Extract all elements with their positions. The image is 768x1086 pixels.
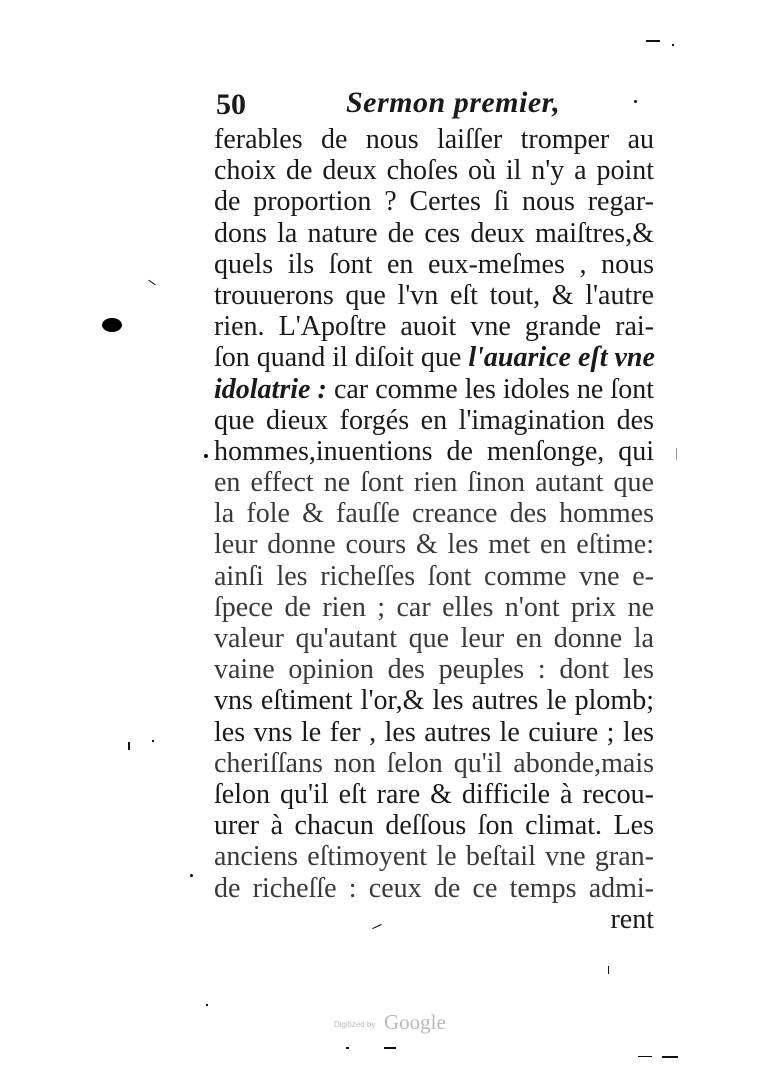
text-line-10: que dieux forgés en l'imagination des: [214, 404, 654, 436]
italic-quote-start: l'auarice eſt vne: [468, 342, 655, 374]
text-line-18: vaine opinion des peuples : dont les: [214, 654, 654, 686]
text-line-3: de proportion ? Certes ſi nous regar-: [214, 186, 654, 218]
text-line-11: hommes,inuentions de menſonge, qui: [214, 435, 654, 467]
scan-speck: [128, 742, 130, 750]
catchword: rent: [610, 903, 654, 935]
text-line-20: les vns le fer , les autres le cuiure ; les: [214, 716, 654, 748]
scan-speck: [608, 966, 609, 974]
text-line-8-roman: ſon quand il diſoit que: [214, 342, 462, 374]
text-line-5: quels ils ſont en eux-meſmes , nous: [214, 248, 654, 280]
scan-speck: [346, 1047, 349, 1049]
digitized-by-google-watermark: [334, 1010, 474, 1038]
scan-speck: [206, 1004, 208, 1006]
google-logo: Google: [384, 1010, 446, 1034]
text-line-9: [214, 374, 654, 405]
scan-speck: [662, 1056, 678, 1058]
scan-speck: [190, 874, 193, 877]
text-line-14: leur donne cours & les met en eſtime:: [214, 529, 654, 561]
page-number: 50: [216, 88, 246, 121]
scan-speck: [634, 100, 637, 103]
scan-speck: [672, 44, 674, 46]
scan-speck: [204, 454, 208, 458]
scan-speck: [676, 448, 677, 460]
text-line-6: trouuerons que l'vn eſt tout, & l'autre: [214, 279, 654, 311]
scan-speck: [152, 740, 154, 742]
scan-speck: [148, 280, 155, 285]
text-line-17: valeur qu'autant que leur en donne la: [214, 623, 654, 654]
text-line-22: ſelon qu'il eſt rare & difficile à recou-: [214, 778, 654, 810]
italic-quote-end: idolatrie :: [214, 373, 327, 405]
text-line-9-roman: car comme les idoles ne ſont: [333, 373, 654, 405]
running-title: Sermon premier,: [346, 86, 561, 119]
text-line-12: en effect ne ſont rien ſinon autant que: [214, 467, 654, 499]
text-line-21: cheriſſans non ſelon qu'il abonde,mais: [214, 747, 654, 779]
text-line-15: ainſi les richeſſes ſont comme vne e-: [214, 560, 654, 592]
text-line-2: choix de deux choſes où il n'y a point: [214, 155, 654, 187]
text-line-8: [214, 342, 654, 373]
text-line-24: anciens eſtimoyent le beſtail vne gran-: [214, 841, 654, 873]
scan-speck: [384, 1047, 396, 1049]
text-line-4: dons la nature de ces deux maiſtres,&: [214, 217, 654, 249]
digitized-by-label: Digitized by: [334, 1020, 376, 1029]
text-line-13: la fole & fauſſe creance des hommes: [214, 498, 654, 530]
text-line-7: rien. L'Apoſtre auoit vne grande rai-: [214, 311, 654, 343]
page-header: [216, 84, 656, 124]
text-line-16: ſpece de rien ; car elles n'ont prix ne: [214, 591, 654, 623]
scan-speck: [638, 1056, 652, 1057]
body-text: [214, 124, 654, 935]
text-line-23: urer à chacun deſſous ſon climat. Les: [214, 810, 654, 842]
text-line-1: ferables de nous laiſſer tromper au: [214, 124, 654, 155]
text-line-19: vns eſtiment l'or,& les autres le plomb;: [214, 685, 654, 717]
ink-blot: [102, 318, 122, 332]
text-line-25: de richeſſe : ceux de ce temps admi-: [214, 872, 654, 904]
scan-speck: [646, 40, 660, 42]
